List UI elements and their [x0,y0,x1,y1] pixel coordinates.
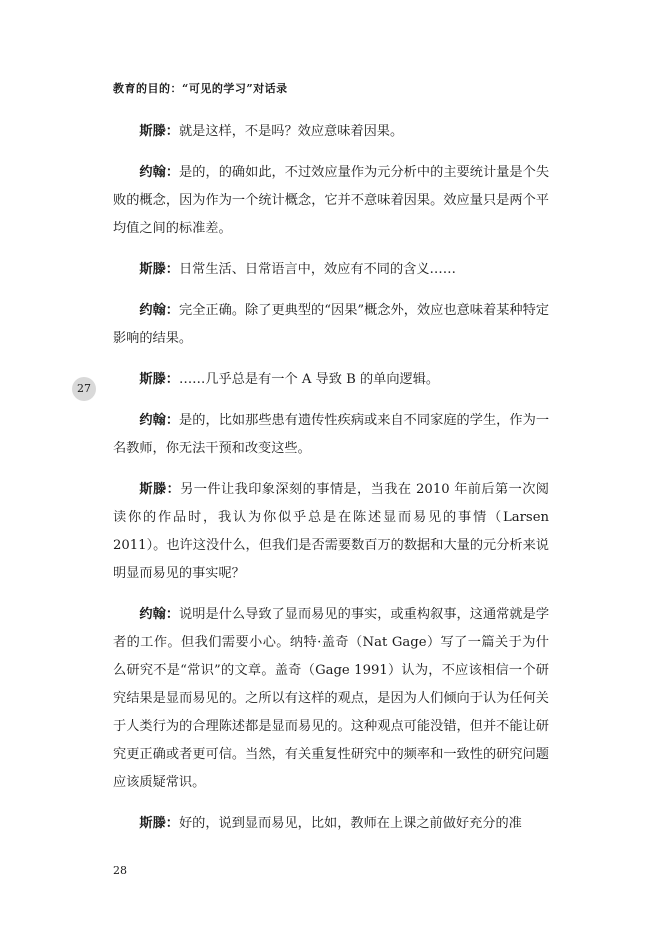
paragraph-text: 是的，比如那些患有遗传性疾病或来自不同家庭的学生，作为一名教师，你无法干预和改变这些。 [113,413,550,456]
speaker-label: 斯滕： [139,262,179,277]
paragraph-text: 说明是什么导致了显而易见的事实，或重构叙事，这通常就是学者的工作。但我们需要小心。纳特·盖奇（Nat Gage）写了一篇关于为什么研究不是“常识”的文章。盖奇（Gage 1991）认为，不应该相信一个研究结果是显而易见的。之所以有这样的观点，是因为人们倾向于认为任何关于人类行为的合理陈述都是显而易见的。这种观点可能没错，但并不能让研究更正确或者更可信。当然，有关重复性研究中的频率和一致性的研究问题应该质疑常识。 [113,607,550,790]
speaker-label: 约翰： [139,165,180,180]
dialogue-paragraph [113,159,549,243]
dialogue-paragraph [113,118,549,146]
page-number: 28 [113,864,127,877]
speaker-label: 斯滕： [139,816,179,831]
dialogue-paragraph [113,601,549,797]
speaker-label: 斯滕： [139,482,181,497]
dialogue-paragraph [113,407,549,463]
margin-page-reference: 27 [72,377,96,401]
dialogue-paragraph [113,256,549,284]
paragraph-text: 另一件让我印象深刻的事情是，当我在 2010 年前后第一次阅读你的作品时，我认为你似乎总是在陈述显而易见的事情（Larsen 2011）。也许这没什么，但我们是否需要数百万的数据和大量的元分析来说明显而易见的事实呢？ [113,482,549,581]
dialogue-paragraph [113,297,549,353]
speaker-label: 约翰： [139,607,180,622]
dialogue-paragraph [113,476,549,588]
paragraph-text: 日常生活、日常语言中，效应有不同的含义…… [178,262,456,277]
dialogue-paragraph [113,810,549,838]
paragraph-text: ……几乎总是有一个 A 导致 B 的单向逻辑。 [178,372,440,387]
body-text [113,118,549,851]
speaker-label: 斯滕： [139,372,179,387]
speaker-label: 斯滕： [139,124,179,139]
speaker-label: 约翰： [139,413,180,428]
running-head: 教育的目的：“可见的学习”对话录 [113,82,288,95]
dialogue-paragraph [113,366,549,394]
paragraph-text: 是的，的确如此，不过效应量作为元分析中的主要统计量是个失败的概念，因为作为一个统计概念，它并不意味着因果。效应量只是两个平均值之间的标准差。 [113,165,550,236]
speaker-label: 约翰： [139,303,180,318]
paragraph-text: 好的，说到显而易见，比如，教师在上课之前做好充分的准 [178,816,522,831]
paragraph-text: 就是这样，不是吗？效应意味着因果。 [178,124,404,139]
paragraph-text: 完全正确。除了更典型的“因果”概念外，效应也意味着某种特定影响的结果。 [113,303,550,346]
